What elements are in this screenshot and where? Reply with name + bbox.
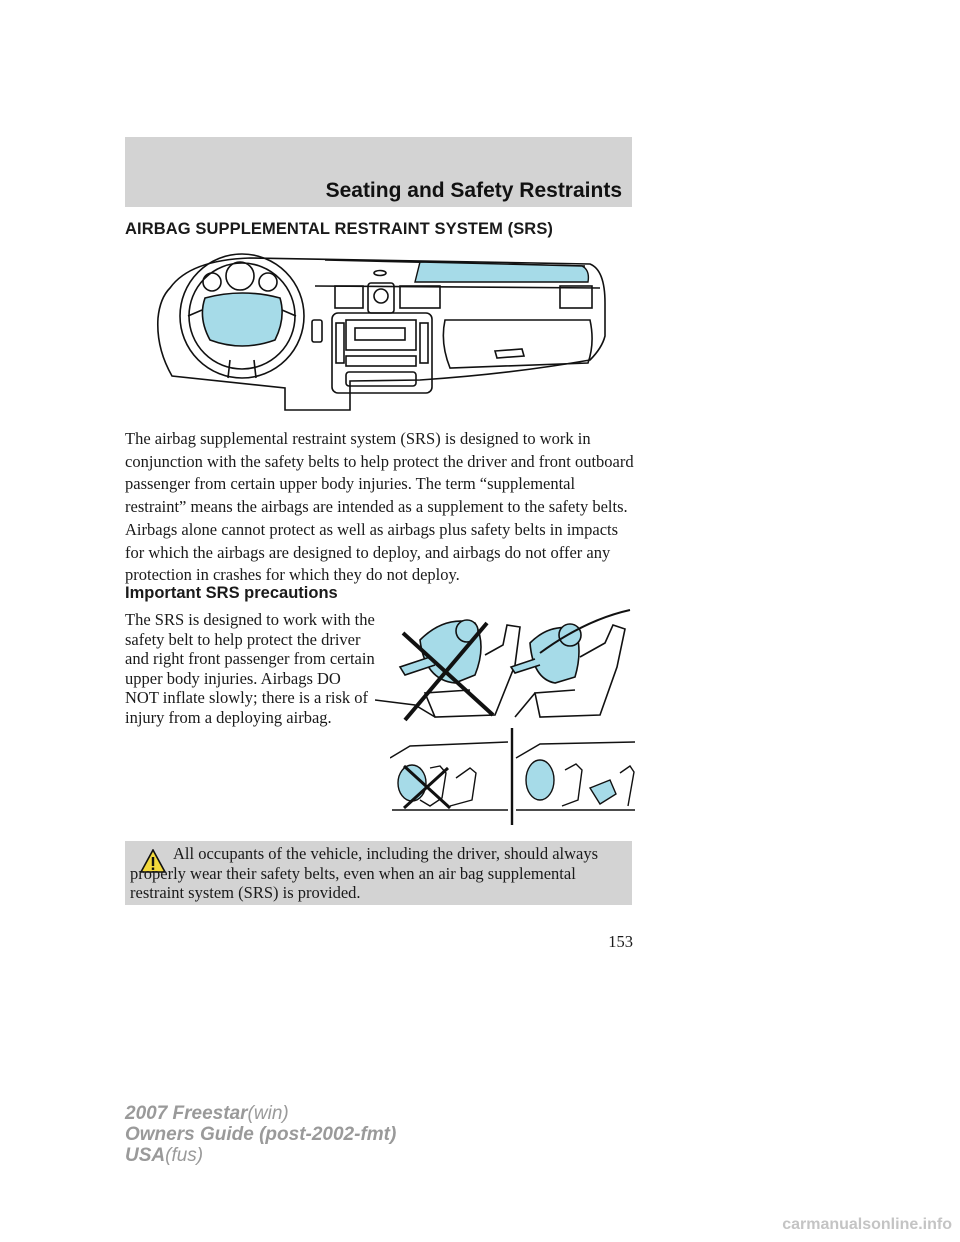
section-title: AIRBAG SUPPLEMENTAL RESTRAINT SYSTEM (SRS) [125, 220, 554, 238]
occupant-position-illustration [375, 605, 635, 725]
watermark: carmanualsonline.info [782, 1216, 952, 1233]
footer-model-code: (win) [247, 1103, 289, 1124]
warning-box [125, 841, 632, 905]
warning-text: All occupants of the vehicle, including the driver, should always properly wear their safety belts, even when an air bag supplemental restraint system (SRS) is provided. [130, 844, 599, 902]
intro-paragraph: The airbag supplemental restraint system (SRS) is designed to work in conjunction with the safety belts to help protect the driver and front outboard passenger from certain upper body injuries. The term “supplemental restraint” means the airbags are intended as a supplement to the safety belts. Airbags alone cannot protect as well as airbags plus safety belts in impacts for which the airbags are designed to deploy, and airbags do not offer any protection in crashes for which they do not deploy. [125, 429, 634, 585]
precautions-heading: Important SRS precautions [125, 584, 338, 602]
vehicle-seating-illustration [390, 728, 635, 825]
footer-guide: Owners Guide (post-2002-fmt) [125, 1124, 397, 1145]
dashboard-airbag-illustration [150, 248, 610, 418]
footer-doc-info [125, 1103, 396, 1166]
precautions-paragraph: The SRS is designed to work with the safety belt to help protect the driver and right front passenger from certain upper body injuries. Airbags DO NOT inflate slowly; there is a risk of injury from a deploying airbag. [125, 610, 375, 727]
footer-market: USA [125, 1145, 166, 1166]
page-number: 153 [608, 932, 633, 951]
footer-model: 2007 Freestar [125, 1103, 248, 1124]
header-band [125, 137, 632, 207]
footer-market-code: (fus) [165, 1145, 204, 1166]
page-header-title: Seating and Safety Restraints [325, 179, 622, 202]
